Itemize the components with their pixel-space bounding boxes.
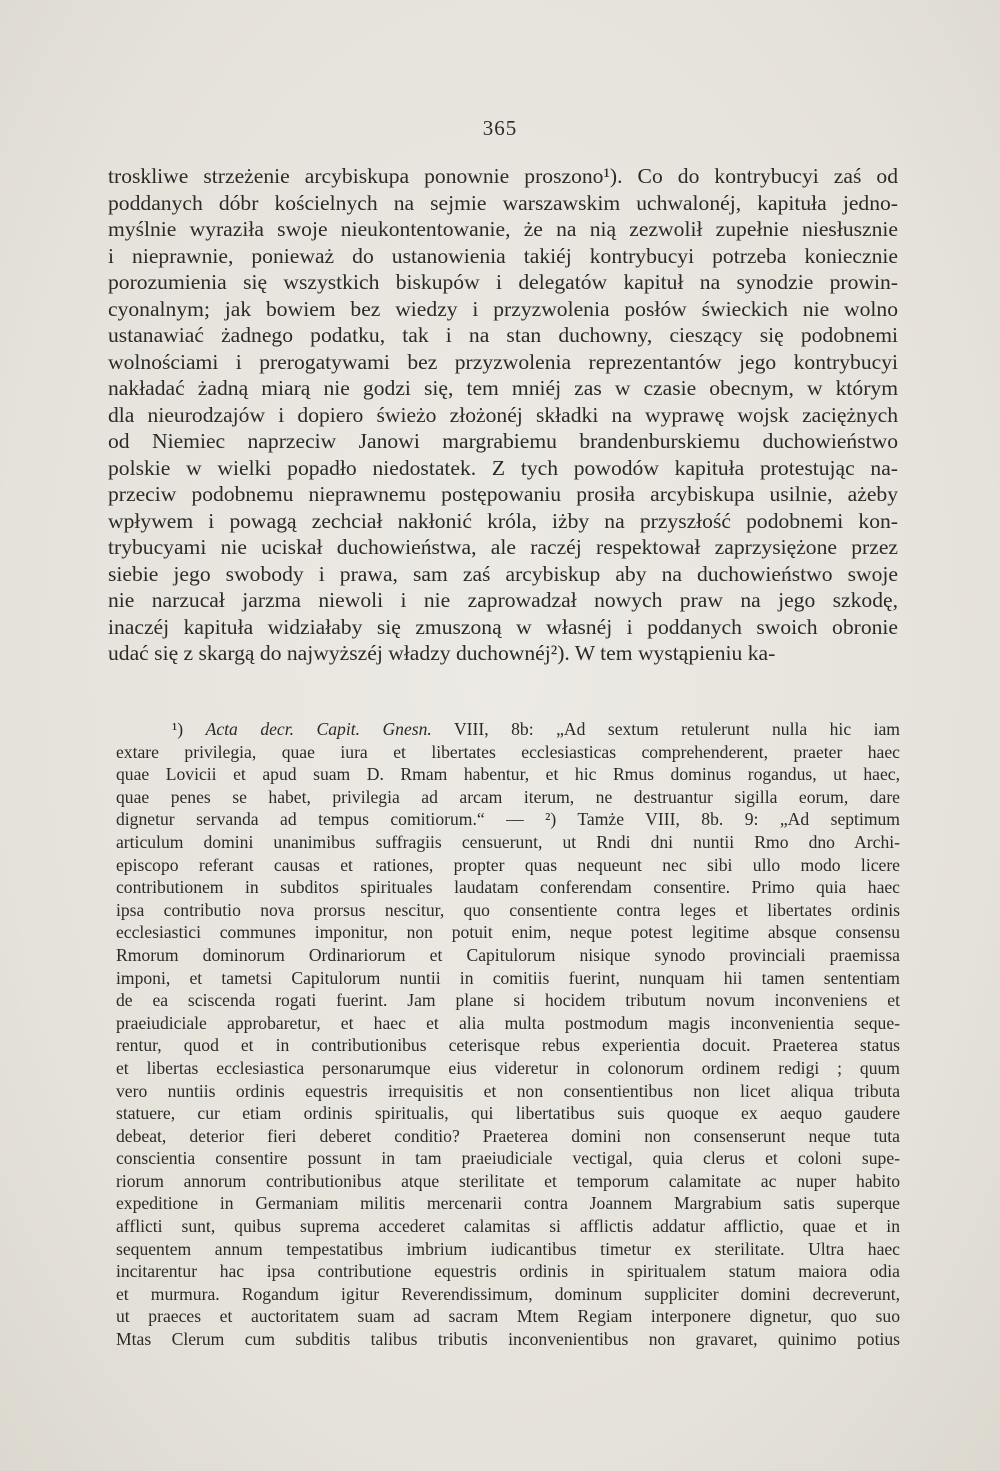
- main-text-line: inaczéj kapituła widziałaby się zmuszoną w własnéj i poddanych swoich obronie: [108, 614, 898, 639]
- main-text-line: i nieprawnie, ponieważ do ustanowienia takiéj kontrybucyi potrzeba koniecznie: [108, 243, 898, 268]
- main-text-line: cyonalnym; jak bowiem bez wiedzy i przyzwolenia posłów świeckich nie wolno: [108, 296, 898, 321]
- footnote-line: debeat, deterior fieri deberet conditio? Praeterea domini non consenserunt neque tuta: [116, 1125, 900, 1146]
- footnote-line: riorum annorum contributionibus atque sterilitate et temporum calamitate ac nuper habito: [116, 1170, 900, 1191]
- footnote-line: et libertas ecclesiastica personarumque eius videretur in colonorum ordinem redigi ; quum: [116, 1057, 900, 1078]
- main-text-line: poddanych dóbr kościelnych na sejmie warszawskim uchwalonéj, kapituła jedno-: [108, 190, 898, 215]
- footnote-mark: ¹): [172, 719, 184, 739]
- footnote-line: sequentem annum tempestatibus imbrium iudicantibus timetur ex sterilitate. Ultra haec: [116, 1238, 900, 1259]
- footnote-line: extare privilegia, quae iura et libertates ecclesiasticas comprehenderent, praeter haec: [116, 741, 900, 762]
- main-text-line: wolnościami i prerogatywami bez przyzwolenia reprezentantów jego kontrybucyi: [108, 349, 898, 374]
- footnote-line: Mtas Clerum cum subditis talibus tributis inconvenientibus non gravaret, quinimo potius: [116, 1329, 900, 1350]
- main-text-line: nie narzucał jarzma niewoli i nie zaprowadzał nowych praw na jego szkodę,: [108, 588, 898, 612]
- main-text-line: wpływem i powagą zechciał nakłonić króla, iżby na przyszłość podobnemi kon-: [108, 508, 898, 533]
- footnote-line: ipsa contributio nova prorsus nescitur, quo consentiente contra leges et libertates ordinis: [116, 899, 900, 920]
- footnote-line: vero nuntiis ordinis equestris irrequisitis et non consentientibus non licet aliqua tributa: [116, 1080, 900, 1101]
- footnote-line: quae Lovicii et apud suam D. Rmam habentur, et hic Rmus dominus rogandus, ut haec,: [116, 764, 900, 785]
- footnote-line: incitarentur hac ipsa contributione equestris ordinis in spiritualem statum maiora odia: [116, 1261, 900, 1282]
- main-text-line: myślnie wyraziła swoje nieukontentowanie, że na nią zezwolił zupełnie niesłusznie: [108, 217, 898, 241]
- footnote-line: de ea sciscenda rogati fuerint. Jam plane si hocidem tributum novum inconveniens et: [116, 990, 900, 1011]
- main-text-line: troskliwe strzeżenie arcybiskupa ponownie proszono¹). Co do kontrybucyi zaś od: [108, 164, 898, 188]
- main-text-line: porozumienia się wszystkich biskupów i delegatów kapituł na synodzie prowin-: [108, 270, 898, 294]
- footnote-line: Rmorum dominorum Ordinariorum et Capitulorum nisique synodo provinciali praemissa: [116, 944, 900, 965]
- main-text: [108, 163, 898, 667]
- footnote-first-rest: VIII, 8b: „Ad sextum retulerunt nulla hic iam: [431, 719, 900, 739]
- main-text-line: dla nieurodzajów i dopiero świeżo złożonéj składki na wyprawę wojsk zaciężnych: [108, 402, 898, 427]
- footnote-source: Acta decr. Capit. Gnesn.: [205, 719, 432, 739]
- main-text-line: przeciw podobnemu nieprawnemu postępowaniu prosiła arcybiskupa usilnie, ażeby: [108, 482, 898, 506]
- footnotes: [116, 718, 900, 1351]
- footnote-line: dignetur servanda ad tempus comitiorum.“ — ²) Tamże VIII, 8b. 9: „Ad septimum: [116, 809, 900, 830]
- footnote-line: articulum domini unanimibus suffragiis censuerunt, ut Rndi dni nuntii Rmo dno Archi-: [116, 831, 900, 852]
- main-text-line: trybucyami nie uciskał duchowieństwa, ale raczéj respektował zaprzysiężone przez: [108, 535, 898, 559]
- main-text-line: siebie jego swobody i prawa, sam zaś arcybiskup aby na duchowieństwo swoje: [108, 561, 898, 586]
- footnote-line: et murmura. Rogandum igitur Reverendissimum, dominum suppliciter domini decreverunt,: [116, 1283, 900, 1304]
- footnote-line: ut praeces et auctoritatem suam ad sacram Mtem Regiam interponere dignetur, quo suo: [116, 1306, 900, 1327]
- main-text-line: nakładać żadną miarą nie godzi się, tem mniéj zas w czasie obecnym, w którym: [108, 376, 898, 400]
- footnote-line: contributionem in subditos spirituales laudatam conferendam consentire. Primo quia haec: [116, 877, 900, 898]
- footnote-line: expeditione in Germaniam militis mercenarii contra Joannem Margrabium satis superque: [116, 1193, 900, 1214]
- footnote-line: afflicti sunt, quibus suprema accederet calamitas si afflictis addatur afflictio, quae et in: [116, 1216, 900, 1237]
- footnote-first-line: [116, 718, 900, 741]
- footnote-line: quae penes se habet, privilegia ad arcam iterum, ne destruantur sigilla eorum, dare: [116, 786, 900, 807]
- footnote-line: episcopo referant causas et rationes, propter quas nequeunt nec sibi ullo modo licere: [116, 854, 900, 875]
- main-text-line: od Niemiec naprzeciw Janowi margrabiemu brandenburskiemu duchowieństwo: [108, 429, 898, 453]
- footnote-line: rentur, quod et in contributionibus ceterisque rebus experientia docuit. Praeterea status: [116, 1035, 900, 1056]
- main-text-line: udać się z skargą do najwyższéj władzy duchownéj²). W tem wystąpieniu ka-: [108, 641, 776, 665]
- page-number: 365: [482, 116, 518, 140]
- main-text-line: polskie w wielki popadło niedostatek. Z tych powodów kapituła protestując na-: [108, 455, 898, 480]
- footnote-line: praeiudiciale approbaretur, et haec et alia multa postmodum magis inconvenientia seque-: [116, 1012, 900, 1033]
- footnote-line: ecclesiastici communes imponitur, non potuit enim, neque potest legitime absque consensu: [116, 922, 900, 943]
- footnote-line: statuere, cur etiam ordinis spiritualis, qui libertatibus suis quoque ex aequo gaudere: [116, 1103, 900, 1124]
- main-text-line: ustanawiać żadnego podatku, tak i na stan duchowny, cieszący się podobnemi: [108, 323, 898, 347]
- footnote-line: imponi, et tametsi Capitulorum nuntii in comitiis fuerint, nunquam hii tamen sententiam: [116, 967, 900, 988]
- footnote-line: conscientia consentire possunt in tam praeiudiciale vectigal, quia clerus et coloni supe-: [116, 1148, 900, 1169]
